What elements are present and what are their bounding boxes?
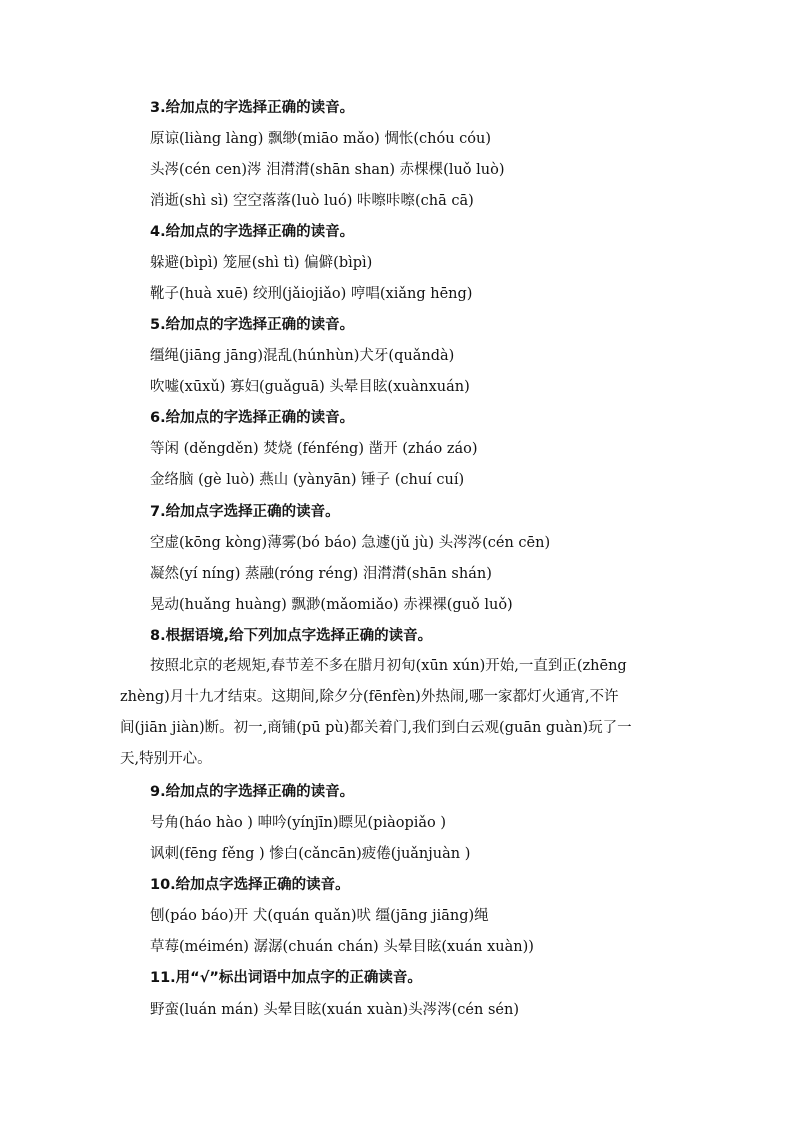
question-row: 缰绳(jiāng jāng)混乱(húnhùn)犬牙(quǎndà) (150, 348, 455, 364)
question-row: 头涔(cén cen)涔 泪潸潸(shān shan) 赤棵棵(luǒ luò) (150, 162, 505, 178)
paragraph-line: 按照北京的老规矩,春节差不多在腊月初旬(xūn xún)开始,一直到正(zhēng (150, 658, 627, 674)
question-row: 晃动(huǎng huàng) 飘渺(mǎomiǎo) 赤裸裸(guǒ luǒ) (150, 597, 513, 613)
question-row: 吹嘘(xūxǔ) 寡妇(guǎguā) 头晕目眩(xuànxuán) (150, 379, 470, 395)
question-row: 等闲 (děngděn) 焚烧 (fénféng) 凿开 (zháo záo) (150, 441, 478, 457)
question-row: 野蛮(luán mán) 头晕目眩(xuán xuàn)头涔涔(cén sén) (150, 1002, 519, 1018)
question-row: 讽刺(fēng fěng ) 惨白(cǎncān)疲倦(juǎnjuàn ) (150, 846, 471, 862)
question-row: 金络脑 (gè luò) 燕山 (yànyān) 锤子 (chuí cuí) (150, 472, 465, 488)
question-paragraph (120, 651, 676, 775)
question-row: 号角(háo hào ) 呻吟(yínjīn)瞟见(piàopiǎo ) (150, 815, 447, 831)
question-row: 空虚(kōng kòng)薄雾(bó báo) 急遽(jǔ jù) 头涔涔(cén cēn) (150, 535, 551, 551)
question-row: 靴子(huà xuē) 绞刑(jǎiojiǎo) 哼唱(xiǎng hēng) (150, 286, 473, 302)
question-heading: 3.给加点的字选择正确的读音。 (150, 100, 355, 116)
paragraph-line: zhèng)月十九才结束。这期间,除夕分(fēnfèn)外热闹,哪一家都灯火通宵,不许 (120, 689, 619, 705)
question-heading: 7.给加点字选择正确的读音。 (150, 504, 340, 520)
question-heading: 10.给加点字选择正确的读音。 (150, 877, 350, 893)
question-heading: 9.给加点的字选择正确的读音。 (150, 784, 355, 800)
question-row: 消逝(shì sì) 空空落落(luò luó) 咔嚓咔嚓(chā cā) (150, 193, 474, 209)
paragraph-line: 天,特别开心。 (120, 751, 212, 767)
question-heading: 4.给加点的字选择正确的读音。 (150, 224, 355, 240)
question-row: 刨(páo báo)开 犬(quán quǎn)吠 缰(jāng jiāng)绳 (150, 908, 489, 924)
question-heading: 5.给加点的字选择正确的读音。 (150, 317, 355, 333)
question-heading: 8.根据语境,给下列加点字选择正确的读音。 (150, 628, 433, 644)
paragraph-line: 间(jiān jiàn)断。初一,商铺(pū pù)都关着门,我们到白云观(guān guàn)玩了一 (120, 720, 632, 736)
question-row: 躲避(bìpì) 笼屉(shì tì) 偏僻(bìpì) (150, 255, 373, 271)
question-row: 凝然(yí níng) 蒸融(róng réng) 泪潸潸(shān shán) (150, 566, 492, 582)
question-row: 草莓(méimén) 潺潺(chuán chán) 头晕目眩(xuán xuàn)) (150, 939, 534, 955)
question-heading: 11.用“√”标出词语中加点字的正确读音。 (150, 970, 422, 986)
question-row: 原谅(liàng làng) 飘缈(miāo mǎo) 惆怅(chóu cóu) (150, 131, 492, 147)
question-heading: 6.给加点的字选择正确的读音。 (150, 410, 355, 426)
